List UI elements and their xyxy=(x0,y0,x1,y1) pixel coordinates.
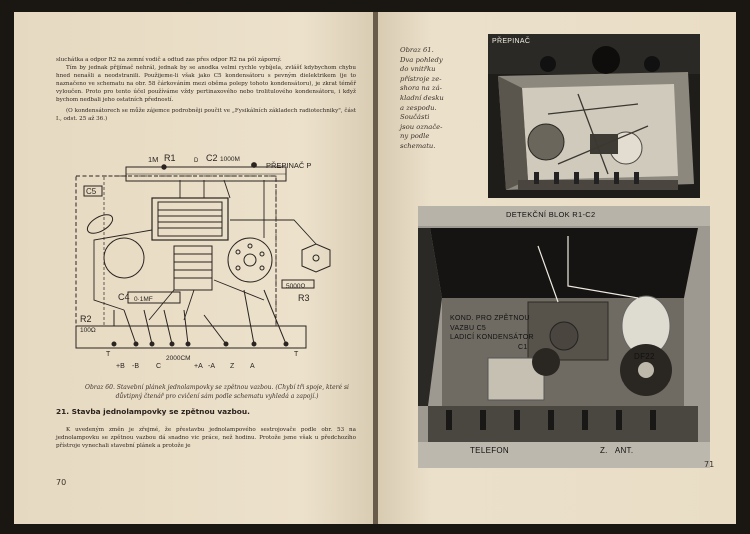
label-terminal: -A xyxy=(208,363,215,370)
page-number-right: 71 xyxy=(704,460,715,469)
label-c5: C5 xyxy=(86,187,97,196)
paragraph: (O kondensátorech se může zájemce podrobněji poučit ve „Fysikálních základech radiotechniky", část I., odst. 25 až 36.) xyxy=(56,107,356,122)
photo-label-telephone: TELEFON xyxy=(470,446,509,455)
label-terminal: +A xyxy=(194,363,203,370)
caption-line: přístroje ze- xyxy=(400,74,442,83)
left-page xyxy=(14,12,375,524)
caption-line: ny podle xyxy=(400,132,430,141)
label-c3-value: 2000CM xyxy=(166,355,191,362)
photo-label-line: KOND. PRO ZPĚTNOU xyxy=(450,315,530,322)
caption-line: jsou označe- xyxy=(400,122,443,131)
photo-label-line: VAZBU C5 xyxy=(450,324,487,332)
page-number-left: 70 xyxy=(56,478,67,487)
right-page xyxy=(378,12,736,524)
book-spread xyxy=(14,12,736,524)
caption-line: Obraz 61. xyxy=(400,46,434,54)
label-c4-value: 0·1MF xyxy=(134,296,153,303)
label-c4: C4 xyxy=(118,292,130,302)
paragraph: K uvedeným změn je zřejmé, že přestavbu jednolampového sestrojovače podle obr. 53 na jednolampovku se zpětnou vazbou dá snadno vic práce, než hodinu. Protože jsme však u předchozího přístroje vynechali stavební plánek a protože je xyxy=(56,427,356,450)
section-text xyxy=(56,426,356,450)
photo-top-view xyxy=(488,34,700,198)
left-page-intro-text xyxy=(56,56,356,123)
photo-label-line: C1 xyxy=(518,343,528,351)
label-c2: C2 xyxy=(206,153,218,163)
caption-line: schematu. xyxy=(400,141,436,150)
label-terminal: Z xyxy=(230,363,235,370)
label-switch: PŘEPINAČ P xyxy=(266,161,312,170)
photo-label-detection-block: DETEKČNÍ BLOK R1-C2 xyxy=(506,210,596,219)
wiring-diagram xyxy=(54,150,364,378)
caption-line: shora na zá- xyxy=(400,84,442,93)
caption-line: kladní desku xyxy=(400,93,444,102)
section-heading: 21. Stavba jednolampovky se zpětnou vazbou. xyxy=(56,407,250,416)
label-r1: R1 xyxy=(164,153,176,163)
photo-label-capacitors xyxy=(450,314,534,352)
photo-label-ground-antenna: Z. ANT. xyxy=(600,446,634,455)
caption-line: Dva pohledy xyxy=(400,55,443,64)
paragraph: Tím by jednak přijímač nehrál, jednak by se anodka velmi rychle vybíjela, zvlášť kdybychom chybu hned nenašli a neodstranili. Použijeme-li však jako C5 kondensátoru s pevným dielektrikem (je to naznačeno ve schematu na obr. 58 čárkováním mezi oběma polepy tohoto kondensátoru), je zkrat téměř vyloučen. Proto pro tento účel používáme vždy pertinaxového nebo trolitulového kondensátoru, i když bychom nedbali jeho ostatních předností. xyxy=(56,65,356,104)
label-r1-value: 1M xyxy=(148,155,159,164)
label-terminal: C xyxy=(156,363,162,370)
label-r3-value: 5000Ω xyxy=(286,283,306,290)
paragraph: sluchátka a odpor R2 na zemní vodič a odtud zas přes odpor R2 na pól záporný. xyxy=(56,57,282,63)
label-r2-value: 100Ω xyxy=(80,327,96,334)
caption-line: Součásti xyxy=(400,113,430,122)
label-terminal: +B xyxy=(116,363,125,370)
photo-label-line: LADICÍ KONDENSÁTOR xyxy=(450,334,534,341)
photo-label-tube: DF22 xyxy=(634,352,655,361)
label-t-left: T xyxy=(106,351,111,358)
photo-label-switch: PŘEPINAČ xyxy=(492,38,531,45)
figure-61-caption xyxy=(400,46,480,152)
caption-line: a zespodu. xyxy=(400,103,437,112)
label-r3: R3 xyxy=(298,293,310,303)
label-terminal: A xyxy=(250,363,255,370)
caption-line: do vnitřku xyxy=(400,65,436,74)
label-c2-d: D xyxy=(194,158,199,164)
label-r2: R2 xyxy=(80,314,92,324)
label-c2-value: 1000M xyxy=(220,156,240,163)
label-t-right: T xyxy=(294,351,299,358)
figure-60-caption: Obraz 60. Stavební plánek jednolampovky se zpětnou vazbou. (Chybí tři spoje, které si důvtipný čtenář pro cvičení sám podle schematu vyhledá a zapojí.) xyxy=(85,384,349,400)
label-terminal: -B xyxy=(132,363,139,370)
